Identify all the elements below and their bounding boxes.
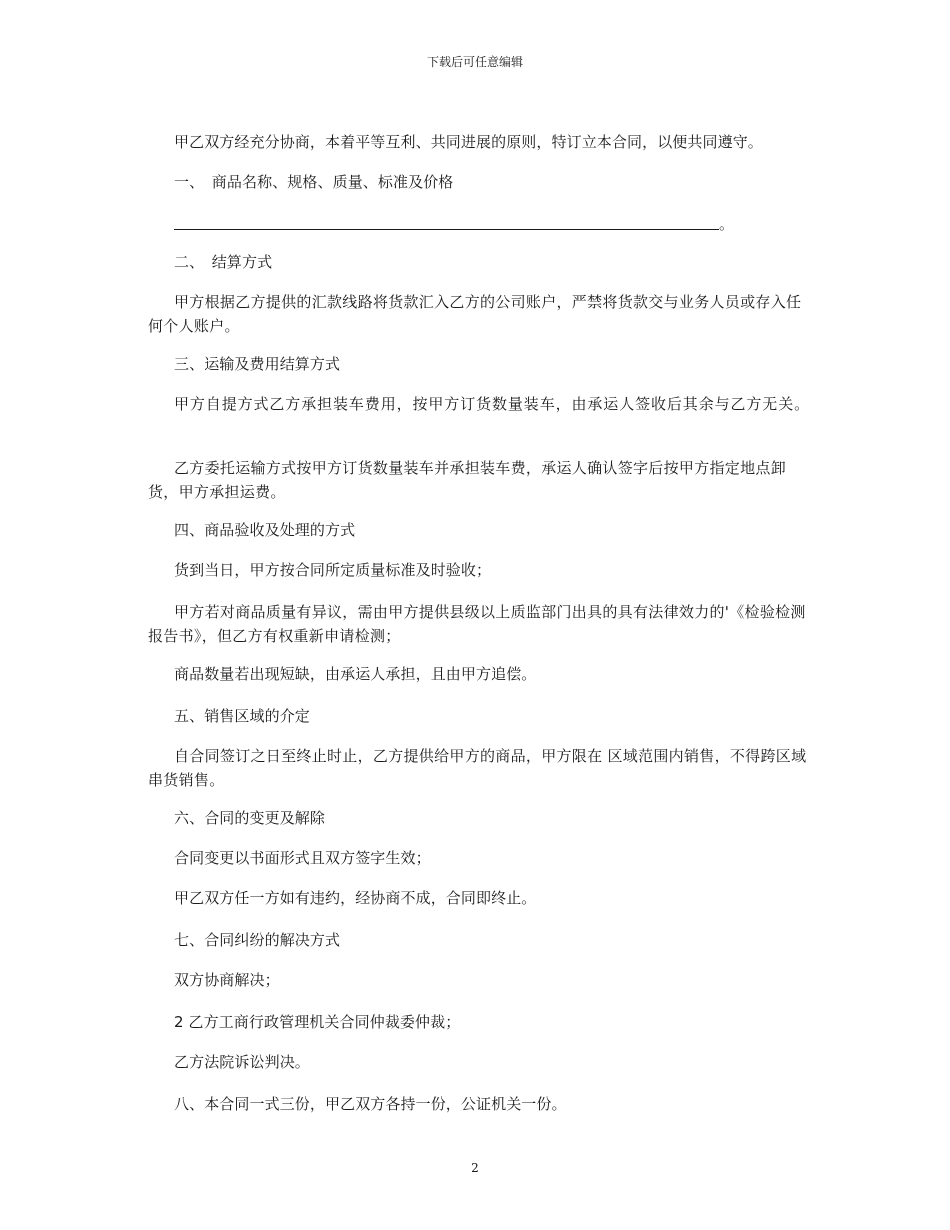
- fill-in-blank: [174, 212, 734, 236]
- self-pickup-paragraph: 甲方自提方式乙方承担装车费用，按甲方订货数量装车，由承运人签收后其余与乙方无关。: [174, 395, 811, 413]
- section-2-heading: 二、 结算方式: [174, 253, 273, 271]
- section-1-heading: 一、 商品名称、规格、质量、标准及价格: [174, 173, 454, 191]
- dispute-option-court: 乙方法院诉讼判决。: [174, 1053, 310, 1071]
- acceptance-paragraph: 货到当日，甲方按合同所定质量标准及时验收；: [174, 561, 492, 579]
- page-number: 2: [471, 1161, 479, 1175]
- section-7-heading: 七、合同纠纷的解决方式: [174, 931, 341, 949]
- section-3-heading: 三、运输及费用结算方式: [174, 355, 341, 373]
- settlement-paragraph: 甲方根据乙方提供的汇款线路将货款汇入乙方的公司账户，严禁将货款交与业务人员或存入任何个人账户。: [148, 293, 802, 335]
- quality-dispute-paragraph: 甲方若对商品质量有异议，需由甲方提供县级以上质监部门出具的具有法律效力的'《检验检测报告书》，但乙方有权重新申请检测；: [148, 603, 806, 645]
- section-5-heading: 五、销售区域的介定: [174, 707, 310, 725]
- section-8-paragraph: 八、本合同一式三份，甲乙双方各持一份，公证机关一份。: [174, 1095, 567, 1113]
- shortage-paragraph: 商品数量若出现短缺，由承运人承担，且由甲方追偿。: [174, 665, 537, 683]
- section-6-heading: 六、合同的变更及解除: [174, 809, 326, 827]
- contract-termination-paragraph: 甲乙双方任一方如有违约，经协商不成，合同即终止。: [174, 889, 537, 907]
- intro-paragraph: 甲乙双方经充分协商，本着平等互利、共同进展的原则，特订立本合同，以便共同遵守。: [174, 133, 763, 151]
- blank-end-mark: 。: [719, 215, 735, 233]
- consigned-transport-paragraph: 乙方委托运输方式按甲方订货数量装车并承担装车费，承运人确认签字后按甲方指定地点卸货，甲方承担运费。: [148, 459, 787, 501]
- blank-underline: [174, 228, 719, 230]
- dispute-option-negotiation: 双方协商解决；: [174, 971, 280, 989]
- dispute-option-arbitration: 2 乙方工商行政管理机关合同仲裁委仲裁；: [174, 1013, 461, 1031]
- contract-change-paragraph: 合同变更以书面形式且双方签字生效；: [174, 849, 431, 867]
- sales-region-paragraph: 自合同签订之日至终止时止，乙方提供给甲方的商品，甲方限在 区域范围内销售，不得跨区域串货销售。: [148, 747, 807, 789]
- page-header: 下载后可任意编辑: [426, 55, 523, 69]
- section-4-heading: 四、商品验收及处理的方式: [174, 521, 356, 539]
